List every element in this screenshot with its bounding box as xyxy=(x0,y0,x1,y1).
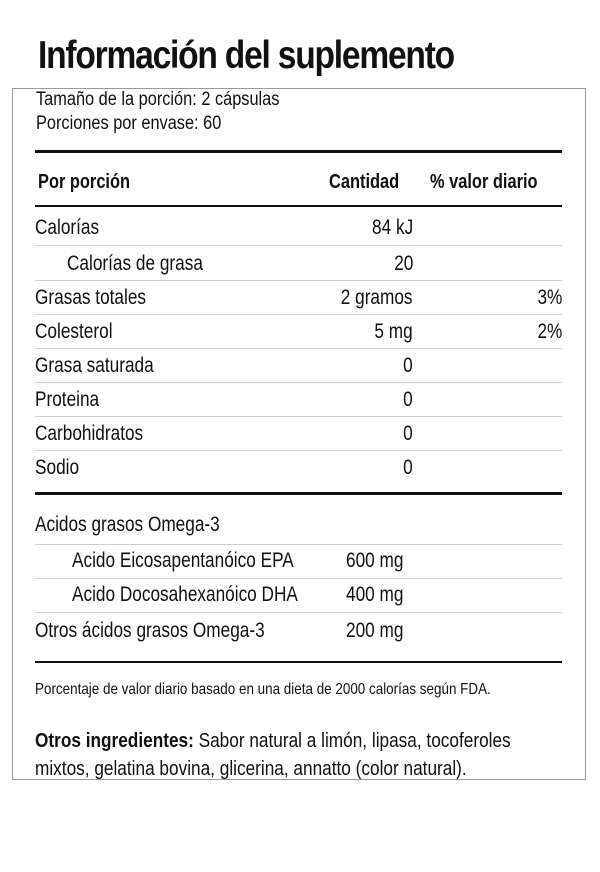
nutrient-amount: 5 mg xyxy=(374,320,413,343)
nutrient-amount: 84 kJ xyxy=(371,216,413,239)
nutrient-amount: 0 xyxy=(403,388,413,411)
row-divider xyxy=(35,612,562,613)
nutrient-row xyxy=(35,348,562,382)
nutrient-row xyxy=(35,210,562,244)
divider-thick xyxy=(35,150,562,153)
nutrient-row xyxy=(35,280,562,314)
servings-per-container: Porciones por envase: 60 xyxy=(36,113,222,134)
omega-row xyxy=(0,614,600,648)
omega-amount: 200 mg xyxy=(346,619,404,642)
divider-thick xyxy=(35,492,562,495)
nutrient-amount: 0 xyxy=(403,354,413,377)
nutrient-row xyxy=(35,314,562,348)
other-ingredients-text: Sabor natural a limón, lipasa, tocoferoles mixtos, gelatina bovina, glicerina, annatto (color natural). xyxy=(35,729,511,780)
nutrient-name: Colesterol xyxy=(35,320,113,343)
nutrient-row xyxy=(35,246,562,280)
header-daily-value: % valor diario xyxy=(430,171,538,193)
omega-name: Acido Eicosapentanóico EPA xyxy=(72,549,294,572)
nutrient-amount: 0 xyxy=(403,456,413,479)
nutrient-amount: 2 gramos xyxy=(341,286,413,309)
nutrient-row xyxy=(35,416,562,450)
other-ingredients-label: Otros ingredientes: xyxy=(35,729,194,752)
serving-size: Tamaño de la porción: 2 cápsulas xyxy=(36,89,280,110)
nutrient-row xyxy=(35,382,562,416)
nutrient-row xyxy=(35,450,562,484)
nutrient-dv: 2% xyxy=(537,320,562,343)
divider-header xyxy=(35,205,562,207)
omega-amount: 400 mg xyxy=(346,583,404,606)
nutrient-dv: 3% xyxy=(537,286,562,309)
nutrient-name: Calorías de grasa xyxy=(67,252,203,275)
nutrient-name: Grasa saturada xyxy=(35,354,154,377)
nutrient-name: Carbohidratos xyxy=(35,422,144,445)
header-amount: Cantidad xyxy=(329,171,400,193)
nutrient-amount: 20 xyxy=(393,252,413,275)
nutrient-name: Calorías xyxy=(35,216,100,239)
divider-thick xyxy=(35,661,562,663)
nutrient-name: Proteina xyxy=(35,388,100,411)
nutrient-name: Sodio xyxy=(35,456,80,479)
other-ingredients xyxy=(35,727,556,783)
footnote: Porcentaje de valor diario basado en una dieta de 2000 calorías según FDA. xyxy=(35,681,491,698)
omega-name: Otros ácidos grasos Omega-3 xyxy=(35,619,265,642)
omega-name: Acido Docosahexanóico DHA xyxy=(72,583,298,606)
nutrient-amount: 0 xyxy=(403,422,413,445)
omega-amount: 600 mg xyxy=(346,549,404,572)
page-title: Información del suplemento xyxy=(38,34,454,77)
nutrient-name: Grasas totales xyxy=(35,286,147,309)
omega-heading: Acidos grasos Omega-3 xyxy=(35,513,220,536)
omega-row xyxy=(0,578,600,612)
header-per-serving: Por porción xyxy=(38,171,131,193)
omega-row xyxy=(0,544,600,578)
